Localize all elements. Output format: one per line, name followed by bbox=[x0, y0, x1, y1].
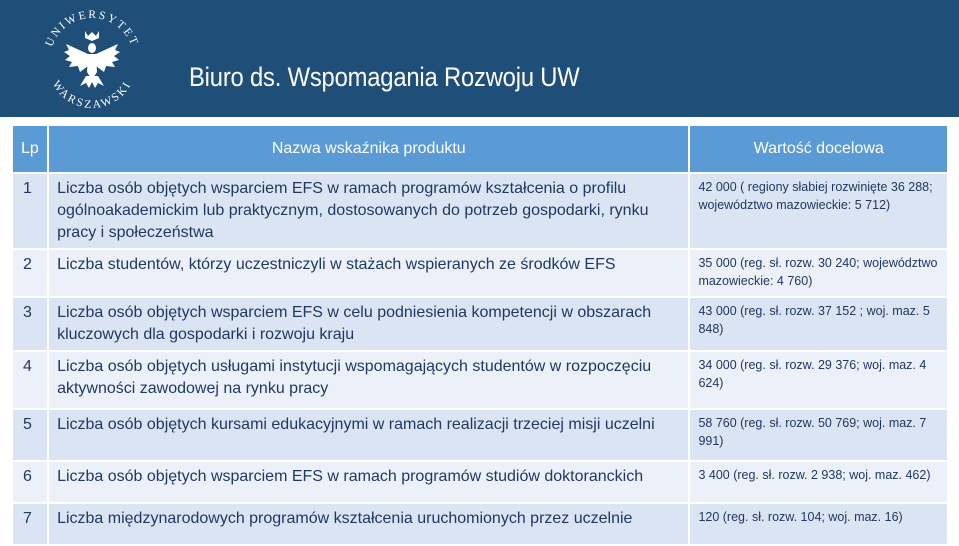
target-value: 58 760 (reg. sł. rozw. 50 769; woj. maz. 7 991) bbox=[690, 410, 947, 460]
row-number: 5 bbox=[13, 410, 47, 460]
table-row bbox=[13, 352, 947, 408]
table-header-row bbox=[13, 126, 947, 172]
table-row bbox=[13, 462, 947, 502]
row-number: 4 bbox=[13, 352, 47, 408]
target-value: 43 000 (reg. sł. rozw. 37 152 ; woj. maz. 5 848) bbox=[690, 298, 947, 350]
row-number: 3 bbox=[13, 298, 47, 350]
table-row bbox=[13, 410, 947, 460]
svg-text:UNIWERSYTET bbox=[43, 9, 140, 49]
indicator-name: Liczba międzynarodowych programów kształcenia uruchomionych przez uczelnie bbox=[49, 504, 688, 544]
target-value: 42 000 ( regiony słabiej rozwinięte 36 288; województwo mazowieckie: 5 712) bbox=[690, 174, 947, 248]
column-header-name: Nazwa wskaźnika produktu bbox=[49, 126, 688, 172]
eagle-icon bbox=[64, 31, 120, 88]
svg-text:WARSZAWSKI bbox=[50, 79, 134, 112]
table-row bbox=[13, 298, 947, 350]
row-number: 1 bbox=[13, 174, 47, 248]
page-title: Biuro ds. Wspomagania Rozwoju UW bbox=[189, 62, 580, 92]
indicator-name: Liczba osób objętych wsparciem EFS w celu podniesienia kompetencji w obszarach kluczowych dla gospodarki i rozwoju kraju bbox=[49, 298, 688, 350]
header-banner bbox=[0, 0, 959, 117]
indicators-table bbox=[11, 124, 949, 546]
column-header-lp: Lp bbox=[13, 126, 47, 172]
logo-text-bottom: WARSZAWSKI bbox=[49, 78, 135, 112]
target-value: 35 000 (reg. sł. rozw. 30 240; województwo mazowieckie: 4 760) bbox=[690, 250, 947, 296]
row-number: 6 bbox=[13, 462, 47, 502]
row-number: 7 bbox=[13, 504, 47, 544]
table-row bbox=[13, 250, 947, 296]
logo-text-top: UNIWERSYTET bbox=[43, 8, 141, 49]
indicator-name: Liczba osób objętych wsparciem EFS w ramach programów kształcenia o profilu ogólnoakademickim lub praktycznym, dostosowanych do potrzeb gospodarki, rynku pracy i społeczeństwa bbox=[49, 174, 688, 248]
university-logo bbox=[36, 0, 148, 112]
indicator-name: Liczba osób objętych kursami edukacyjnymi w ramach realizacji trzeciej misji uczelni bbox=[49, 410, 688, 460]
table-row bbox=[13, 174, 947, 248]
target-value: 120 (reg. sł. rozw. 104; woj. maz. 16) bbox=[690, 504, 947, 544]
table-row bbox=[13, 504, 947, 544]
indicator-name: Liczba studentów, którzy uczestniczyli w stażach wspieranych ze środków EFS bbox=[49, 250, 688, 296]
row-number: 2 bbox=[13, 250, 47, 296]
target-value: 34 000 (reg. sł. rozw. 29 376; woj. maz. 4 624) bbox=[690, 352, 947, 408]
indicator-name: Liczba osób objętych wsparciem EFS w ramach programów studiów doktoranckich bbox=[49, 462, 688, 502]
indicator-name: Liczba osób objętych usługami instytucji wspomagających studentów w rozpoczęciu aktywności zawodowej na rynku pracy bbox=[49, 352, 688, 408]
column-header-value: Wartość docelowa bbox=[690, 126, 947, 172]
target-value: 3 400 (reg. sł. rozw. 2 938; woj. maz. 462) bbox=[690, 462, 947, 502]
